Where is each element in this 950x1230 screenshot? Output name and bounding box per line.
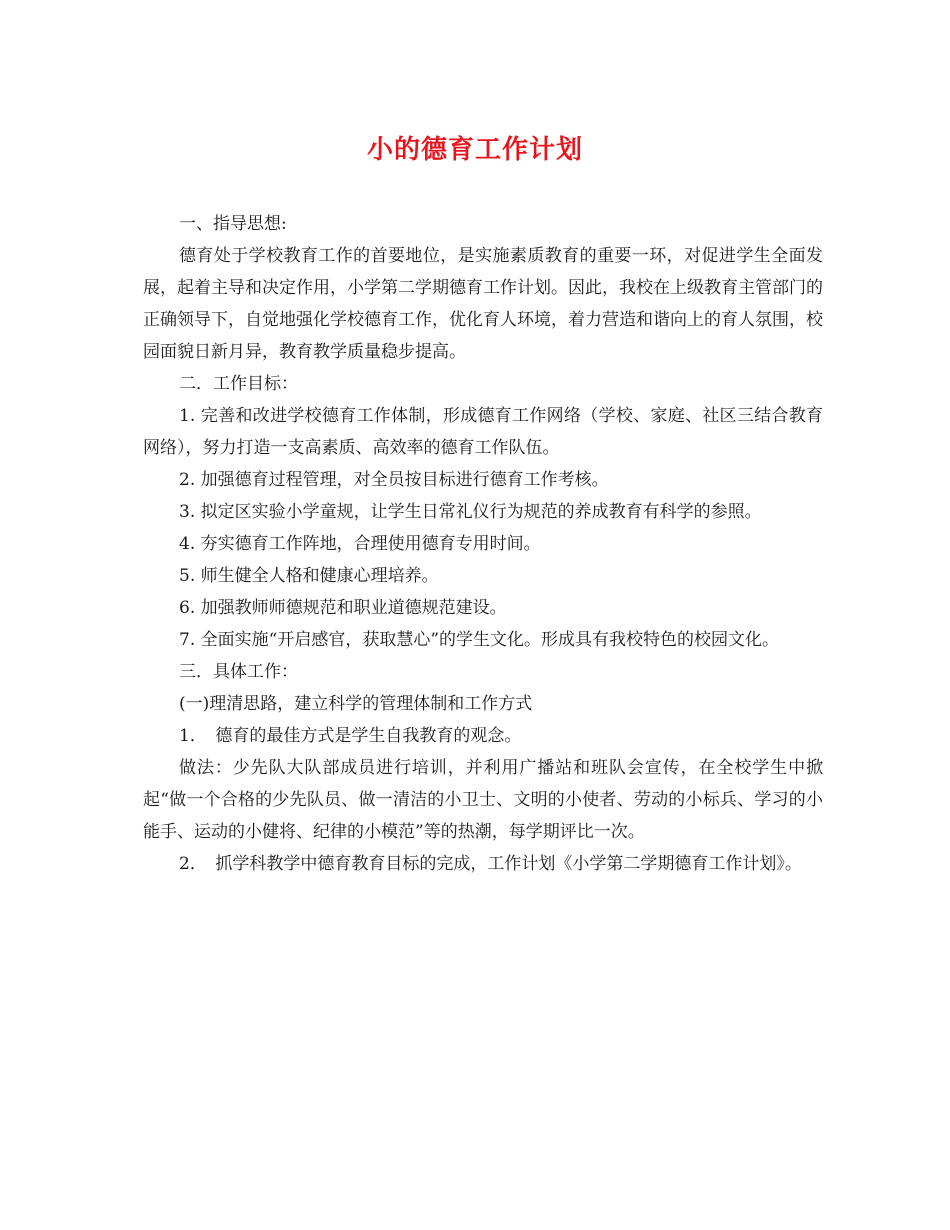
goal-item-7: 7. 全面实施“开启感官，获取慧心”的学生文化。形成具有我校特色的校园文化。 bbox=[179, 630, 780, 650]
goal-item-4: 4. 夯实德育工作阵地，合理使用德育专用时间。 bbox=[179, 534, 541, 554]
work-item-1-method: 做法：少先队大队部成员进行培训，并利用广播站和班队会宣传，在全校学生中掀起“做一个合格的少先队员、做一清洁的小卫士、文明的小使者、劳动的小标兵、学习的小能手、运动的小健将、纪律的小模范”等的热潮，每学期评比一次。 bbox=[143, 758, 823, 842]
document-title: 小的德育工作计划 bbox=[366, 135, 583, 165]
goal-item-5: 5. 师生健全人格和健康心理培养。 bbox=[179, 566, 439, 586]
goal-item-6: 6. 加强教师师德规范和职业道德规范建设。 bbox=[179, 598, 507, 618]
subsection-heading-1: (一)理清思路，建立科学的管理体制和工作方式 bbox=[179, 694, 533, 714]
work-item-2: 2． 抓学科教学中德育教育目标的完成，工作计划《小学第二学期德育工作计划》。 bbox=[179, 854, 802, 874]
section-heading-guiding-ideology: 一、指导思想: bbox=[179, 214, 287, 234]
goal-item-1: 1. 完善和改进学校德育工作体制，形成德育工作网络（学校、家庭、社区三结合教育网络），努力打造一支高素质、高效率的德育工作队伍。 bbox=[143, 406, 823, 458]
goal-item-2: 2. 加强德育过程管理，对全员按目标进行德育工作考核。 bbox=[179, 470, 609, 490]
section-heading-specific-work: 三．具体工作： bbox=[179, 662, 298, 682]
document-body bbox=[143, 208, 823, 880]
paragraph-guiding-ideology: 德育处于学校教育工作的首要地位，是实施素质教育的重要一环，对促进学生全面发展，起着主导和决定作用，小学第二学期德育工作计划。因此，我校在上级教育主管部门的正确领导下，自觉地强化学校德育工作，优化育人环境，着力营造和谐向上的育人氛围，校园面貌日新月异，教育教学质量稳步提高。 bbox=[143, 246, 823, 362]
goal-item-3: 3. 拟定区实验小学童规，让学生日常礼仪行为规范的养成教育有科学的参照。 bbox=[179, 502, 762, 522]
work-item-1: 1． 德育的最佳方式是学生自我教育的观念。 bbox=[179, 726, 522, 746]
section-heading-work-goals: 二．工作目标： bbox=[179, 374, 298, 394]
